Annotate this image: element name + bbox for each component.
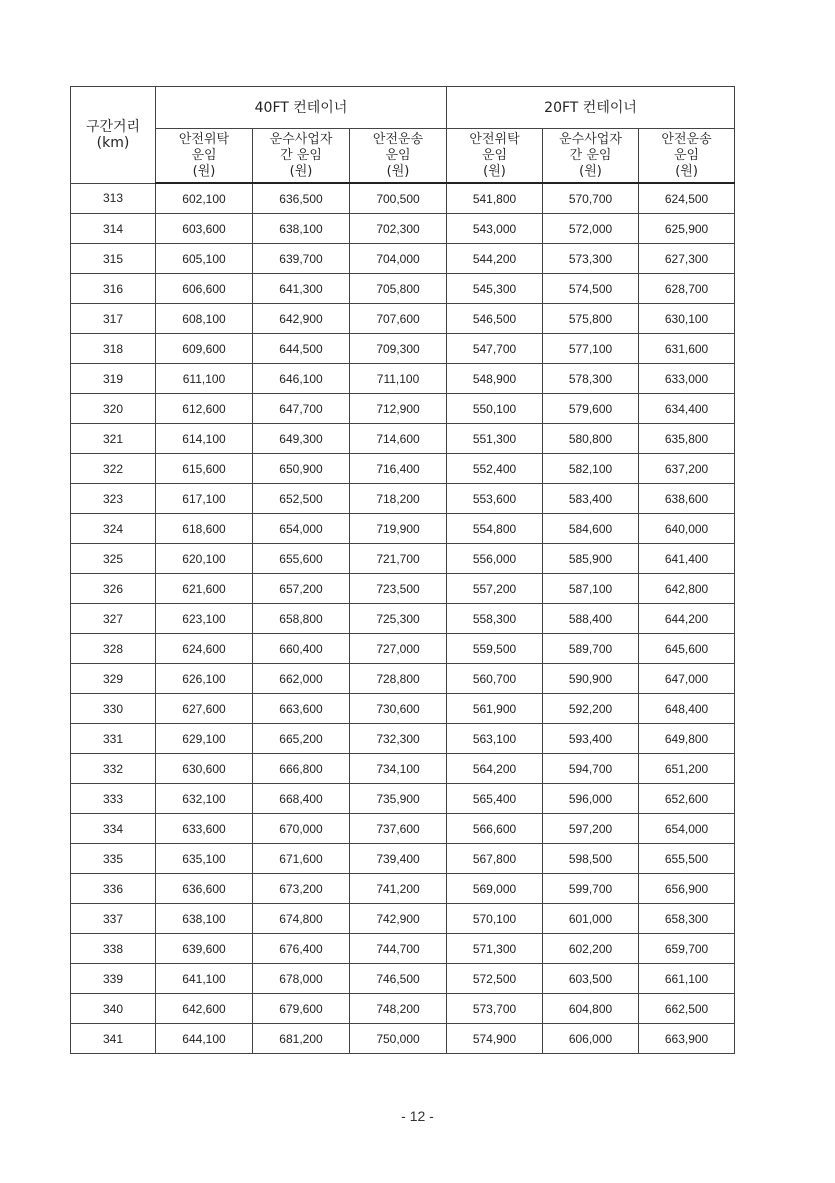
rate-cell: 735,900 [350,784,447,814]
rate-cell: 646,100 [253,364,350,394]
rate-cell: 594,700 [543,754,639,784]
rate-cell: 638,100 [253,214,350,244]
rate-cell: 711,100 [350,364,447,394]
rate-cell: 558,300 [447,604,543,634]
rate-cell: 565,400 [447,784,543,814]
rate-cell: 604,800 [543,994,639,1024]
rate-cell: 627,300 [639,244,735,274]
distance-cell: 336 [71,874,156,904]
rate-cell: 668,400 [253,784,350,814]
distance-cell: 323 [71,484,156,514]
col-header-20ft-safety-transport: 안전운송 운임 (원) [639,129,735,184]
rate-cell: 633,000 [639,364,735,394]
table-row [71,394,735,424]
rate-cell: 585,900 [543,544,639,574]
rate-cell: 578,300 [543,364,639,394]
distance-cell: 327 [71,604,156,634]
rate-cell: 739,400 [350,844,447,874]
rate-cell: 700,500 [350,183,447,214]
table-row [71,484,735,514]
table-row [71,754,735,784]
rate-cell: 563,100 [447,724,543,754]
rate-cell: 666,800 [253,754,350,784]
rate-cell: 728,800 [350,664,447,694]
rate-cell: 663,600 [253,694,350,724]
rate-cell: 644,500 [253,334,350,364]
rate-cell: 583,400 [543,484,639,514]
rate-cell: 712,900 [350,394,447,424]
rate-cell: 652,600 [639,784,735,814]
rate-cell: 554,800 [447,514,543,544]
rate-cell: 662,500 [639,994,735,1024]
rate-cell: 742,900 [350,904,447,934]
rate-cell: 638,100 [156,904,253,934]
distance-cell: 334 [71,814,156,844]
rate-cell: 661,100 [639,964,735,994]
distance-cell: 331 [71,724,156,754]
rate-cell: 606,600 [156,274,253,304]
rate-cell: 564,200 [447,754,543,784]
distance-cell: 315 [71,244,156,274]
rate-cell: 614,100 [156,424,253,454]
col-header-20ft-carrier-rate: 운수사업자 간 운임 (원) [543,129,639,184]
rate-cell: 727,000 [350,634,447,664]
table-row [71,604,735,634]
rate-cell: 621,600 [156,574,253,604]
rate-cell: 584,600 [543,514,639,544]
rate-cell: 678,000 [253,964,350,994]
rate-cell: 659,700 [639,934,735,964]
distance-cell: 326 [71,574,156,604]
rate-cell: 629,100 [156,724,253,754]
distance-cell: 322 [71,454,156,484]
table-row [71,874,735,904]
rate-cell: 658,800 [253,604,350,634]
rate-cell: 606,000 [543,1024,639,1054]
rate-table-body [71,183,735,1054]
rate-cell: 615,600 [156,454,253,484]
rate-cell: 545,300 [447,274,543,304]
rate-cell: 670,000 [253,814,350,844]
distance-cell: 325 [71,544,156,574]
rate-cell: 552,400 [447,454,543,484]
distance-cell: 314 [71,214,156,244]
col-header-40ft-safety-transport: 안전운송 운임 (원) [350,129,447,184]
distance-cell: 335 [71,844,156,874]
rate-cell: 654,000 [639,814,735,844]
rate-cell: 612,600 [156,394,253,424]
rate-cell: 655,600 [253,544,350,574]
rate-cell: 620,100 [156,544,253,574]
rate-cell: 704,000 [350,244,447,274]
rate-cell: 674,800 [253,904,350,934]
rate-cell: 575,800 [543,304,639,334]
distance-cell: 319 [71,364,156,394]
rate-cell: 737,600 [350,814,447,844]
rate-cell: 632,100 [156,784,253,814]
distance-cell: 320 [71,394,156,424]
rate-cell: 734,100 [350,754,447,784]
rate-cell: 574,500 [543,274,639,304]
rate-cell: 543,000 [447,214,543,244]
rate-cell: 657,200 [253,574,350,604]
rate-cell: 748,200 [350,994,447,1024]
rate-cell: 641,100 [156,964,253,994]
rate-cell: 635,100 [156,844,253,874]
rate-cell: 548,900 [447,364,543,394]
distance-cell: 316 [71,274,156,304]
rate-cell: 647,000 [639,664,735,694]
rate-cell: 660,400 [253,634,350,664]
rate-cell: 602,100 [156,183,253,214]
rate-cell: 609,600 [156,334,253,364]
rate-cell: 679,600 [253,994,350,1024]
rate-cell: 623,100 [156,604,253,634]
rate-cell: 559,500 [447,634,543,664]
rate-cell: 732,300 [350,724,447,754]
table-row [71,183,735,214]
rate-cell: 624,500 [639,183,735,214]
table-row [71,934,735,964]
distance-cell: 324 [71,514,156,544]
rate-cell: 744,700 [350,934,447,964]
rate-cell: 662,000 [253,664,350,694]
freight-rate-table [70,86,735,1054]
rate-cell: 705,800 [350,274,447,304]
distance-cell: 340 [71,994,156,1024]
table-row [71,844,735,874]
rate-cell: 634,400 [639,394,735,424]
rate-cell: 640,000 [639,514,735,544]
rate-cell: 544,200 [447,244,543,274]
table-row [71,274,735,304]
rate-cell: 617,100 [156,484,253,514]
rate-cell: 630,100 [639,304,735,334]
rate-cell: 681,200 [253,1024,350,1054]
table-row [71,514,735,544]
table-row [71,544,735,574]
rate-cell: 650,900 [253,454,350,484]
rate-cell: 644,200 [639,604,735,634]
distance-header: 구간거리 (km) [71,87,156,184]
rate-cell: 642,900 [253,304,350,334]
rate-cell: 599,700 [543,874,639,904]
rate-cell: 649,300 [253,424,350,454]
distance-cell: 329 [71,664,156,694]
distance-cell: 339 [71,964,156,994]
rate-cell: 721,700 [350,544,447,574]
rate-cell: 590,900 [543,664,639,694]
rate-cell: 551,300 [447,424,543,454]
rate-cell: 618,600 [156,514,253,544]
rate-cell: 656,900 [639,874,735,904]
distance-cell: 321 [71,424,156,454]
rate-cell: 547,700 [447,334,543,364]
rate-cell: 570,100 [447,904,543,934]
rate-cell: 628,700 [639,274,735,304]
rate-cell: 626,100 [156,664,253,694]
rate-cell: 635,800 [639,424,735,454]
rate-cell: 557,200 [447,574,543,604]
table-row [71,244,735,274]
table-row [71,964,735,994]
rate-cell: 719,900 [350,514,447,544]
table-row [71,454,735,484]
distance-cell: 330 [71,694,156,724]
rate-cell: 639,600 [156,934,253,964]
rate-cell: 741,200 [350,874,447,904]
rate-cell: 592,200 [543,694,639,724]
rate-cell: 630,600 [156,754,253,784]
rate-cell: 676,400 [253,934,350,964]
rate-cell: 593,400 [543,724,639,754]
table-row [71,784,735,814]
rate-cell: 572,000 [543,214,639,244]
rate-cell: 624,600 [156,634,253,664]
rate-cell: 587,100 [543,574,639,604]
rate-cell: 725,300 [350,604,447,634]
rate-cell: 707,600 [350,304,447,334]
rate-cell: 541,800 [447,183,543,214]
rate-cell: 718,200 [350,484,447,514]
table-row [71,904,735,934]
rate-cell: 605,100 [156,244,253,274]
rate-cell: 577,100 [543,334,639,364]
rate-cell: 569,000 [447,874,543,904]
col-header-40ft-safety-consignment: 안전위탁 운임 (원) [156,129,253,184]
rate-cell: 636,500 [253,183,350,214]
table-row [71,334,735,364]
rate-cell: 550,100 [447,394,543,424]
rate-cell: 603,600 [156,214,253,244]
rate-cell: 645,600 [639,634,735,664]
rate-cell: 639,700 [253,244,350,274]
rate-cell: 598,500 [543,844,639,874]
rate-cell: 641,400 [639,544,735,574]
rate-cell: 658,300 [639,904,735,934]
group-header-40ft: 40FT 컨테이너 [156,87,447,129]
rate-cell: 553,600 [447,484,543,514]
rate-cell: 644,100 [156,1024,253,1054]
col-header-20ft-safety-consignment: 안전위탁 운임 (원) [447,129,543,184]
table-row [71,574,735,604]
rate-cell: 566,600 [447,814,543,844]
rate-cell: 638,600 [639,484,735,514]
rate-cell: 702,300 [350,214,447,244]
rate-cell: 589,700 [543,634,639,664]
rate-cell: 631,600 [639,334,735,364]
rate-cell: 648,400 [639,694,735,724]
rate-cell: 567,800 [447,844,543,874]
rate-cell: 647,700 [253,394,350,424]
distance-cell: 332 [71,754,156,784]
rate-cell: 746,500 [350,964,447,994]
rate-cell: 641,300 [253,274,350,304]
rate-cell: 750,000 [350,1024,447,1054]
col-header-40ft-carrier-rate: 운수사업자 간 운임 (원) [253,129,350,184]
rate-cell: 637,200 [639,454,735,484]
table-row [71,994,735,1024]
table-row [71,1024,735,1054]
rate-cell: 716,400 [350,454,447,484]
table-row [71,694,735,724]
rate-cell: 673,200 [253,874,350,904]
table-row [71,724,735,754]
group-header-20ft: 20FT 컨테이너 [447,87,735,129]
distance-cell: 333 [71,784,156,814]
rate-cell: 561,900 [447,694,543,724]
rate-cell: 582,100 [543,454,639,484]
rate-cell: 601,000 [543,904,639,934]
rate-cell: 663,900 [639,1024,735,1054]
rate-cell: 572,500 [447,964,543,994]
table-row [71,634,735,664]
table-row [71,364,735,394]
table-row [71,214,735,244]
page-number: - 12 - [401,1108,434,1124]
distance-cell: 338 [71,934,156,964]
rate-cell: 642,800 [639,574,735,604]
distance-cell: 313 [71,183,156,214]
rate-cell: 608,100 [156,304,253,334]
rate-cell: 556,000 [447,544,543,574]
rate-cell: 602,200 [543,934,639,964]
rate-cell: 730,600 [350,694,447,724]
rate-cell: 597,200 [543,814,639,844]
table-row [71,814,735,844]
rate-cell: 596,000 [543,784,639,814]
rate-cell: 627,600 [156,694,253,724]
rate-cell: 546,500 [447,304,543,334]
distance-cell: 337 [71,904,156,934]
distance-cell: 341 [71,1024,156,1054]
rate-cell: 642,600 [156,994,253,1024]
rate-cell: 665,200 [253,724,350,754]
rate-cell: 570,700 [543,183,639,214]
distance-cell: 328 [71,634,156,664]
distance-cell: 318 [71,334,156,364]
rate-cell: 671,600 [253,844,350,874]
rate-cell: 652,500 [253,484,350,514]
rate-cell: 580,800 [543,424,639,454]
rate-cell: 709,300 [350,334,447,364]
table-row [71,304,735,334]
distance-cell: 317 [71,304,156,334]
rate-cell: 579,600 [543,394,639,424]
rate-cell: 573,300 [543,244,639,274]
rate-cell: 651,200 [639,754,735,784]
rate-cell: 654,000 [253,514,350,544]
rate-cell: 611,100 [156,364,253,394]
rate-cell: 633,600 [156,814,253,844]
rate-cell: 655,500 [639,844,735,874]
rate-cell: 560,700 [447,664,543,694]
rate-cell: 723,500 [350,574,447,604]
rate-cell: 649,800 [639,724,735,754]
rate-cell: 625,900 [639,214,735,244]
table-row [71,664,735,694]
rate-cell: 714,600 [350,424,447,454]
table-row [71,424,735,454]
rate-cell: 574,900 [447,1024,543,1054]
rate-cell: 573,700 [447,994,543,1024]
rate-cell: 603,500 [543,964,639,994]
rate-cell: 588,400 [543,604,639,634]
rate-cell: 636,600 [156,874,253,904]
rate-cell: 571,300 [447,934,543,964]
